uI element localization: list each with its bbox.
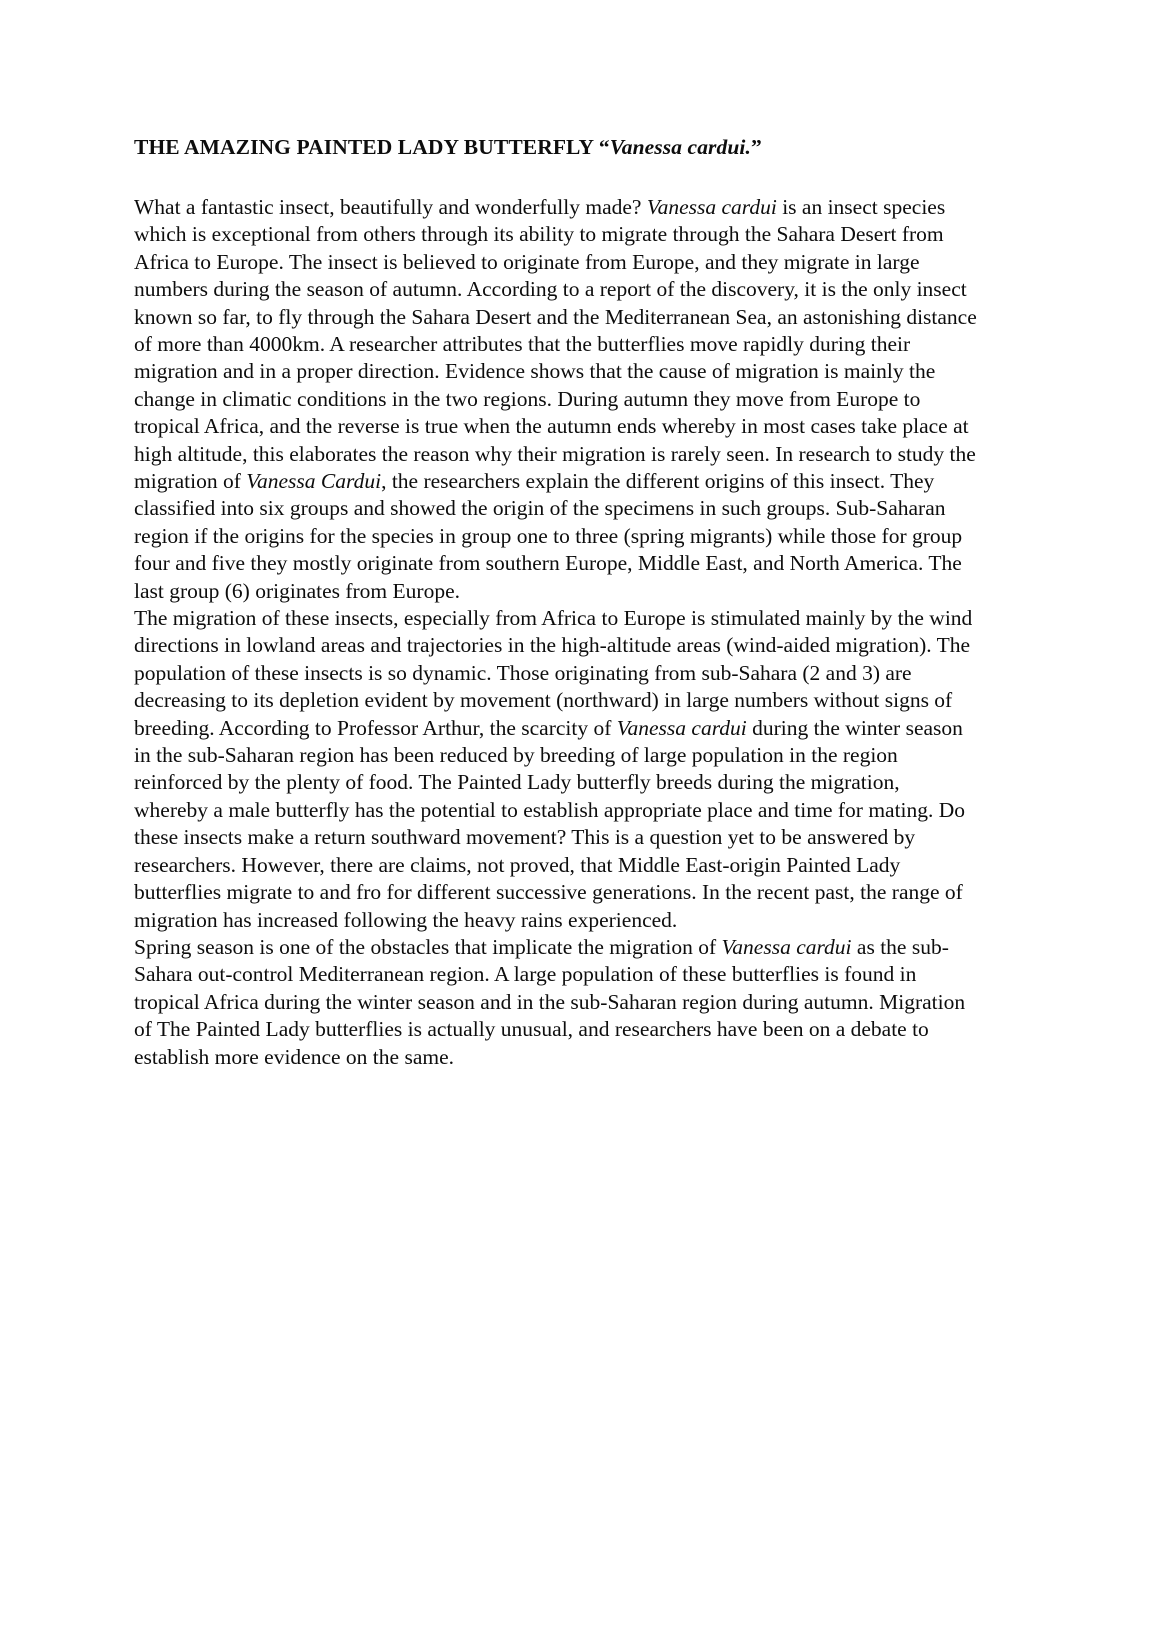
page-title-lead: THE AMAZING PAINTED LADY BUTTERFLY “ <box>134 135 610 159</box>
paragraph-1-text-2: is an insect species which is exceptional from others through its ability to migrate through the Sahara Desert from Africa to Europe. The insect is believed to originate from Europe, and they migrate in large numbers during the season of autumn. According to a report of the discovery, it is the only insect known so far, to fly through the Sahara Desert and the Mediterranean Sea, an astonishing distance of more than 4000km. A researcher attributes that the butterflies move rapidly during their migration and in a proper direction. Evidence shows that the cause of migration is mainly the change in climatic conditions in the two regions. During autumn they move from Europe to tropical Africa, and the reverse is true when the autumn ends whereby in most cases take place at high altitude, this elaborates the reason why their migration is rarely seen. In research to study the migration of <box>134 194 977 493</box>
paragraph-1 <box>134 194 979 605</box>
page-title <box>134 134 978 162</box>
paragraph-1-text-4: , the researchers explain the different origins of this insect. They classified into six groups and showed the origin of the specimens in such groups. Sub-Saharan region if the origins for the species in group one to three (spring migrants) while those for group four and five they mostly originate from southern Europe, Middle East, and North America. The last group (6) originates from Europe. <box>134 469 963 603</box>
page-title-trail: ” <box>750 135 762 159</box>
paragraph-2-species-name-1: Vanessa cardui <box>616 715 747 740</box>
paragraph-1-text-0: What a fantastic insect, beautifully and wonderfully made? <box>134 194 647 219</box>
paragraph-3-text-2: as the sub-Sahara out-control Mediterranean region. A large population of these butterflies is found in tropical Africa during the winter season and in the sub-Saharan region during autumn. Migration of The Painted Lady butterflies is actually unusual, and researchers have been on a debate to establish more evidence on the same. <box>134 934 966 1069</box>
paragraph-1-species-name-1: Vanessa cardui <box>646 194 777 219</box>
paragraph-2 <box>134 605 979 934</box>
paragraph-3-text-0: Spring season is one of the obstacles that implicate the migration of <box>134 934 722 959</box>
paragraph-2-text-2: during the winter season in the sub-Saharan region has been reduced by breeding of large population in the region reinforced by the plenty of food. The Painted Lady butterfly breeds during the migration, whereby a male butterfly has the potential to establish appropriate place and time for mating. Do these insects make a return southward movement? This is a question yet to be answered by researchers. However, there are claims, not proved, that Middle East-origin Painted Lady butterflies migrate to and fro for different successive generations. In the recent past, the range of migration has increased following the heavy rains experienced. <box>134 715 966 932</box>
paragraph-1-species-name-3: Vanessa Cardui <box>246 469 382 493</box>
paragraph-3 <box>134 934 979 1071</box>
paragraph-2-text-0: The migration of these insects, especially from Africa to Europe is stimulated mainly by the wind directions in lowland areas and trajectories in the high-altitude areas (wind-aided migration). The population of these insects is so dynamic. Those originating from sub-Sahara (2 and 3) are decreasing to its depletion evident by movement (northward) in large numbers without signs of breeding. According to Professor Arthur, the scarcity of <box>134 606 973 740</box>
paragraph-3-species-name-1: Vanessa cardui <box>721 934 852 959</box>
page-title-species-name: Vanessa cardui. <box>609 135 751 159</box>
document-body <box>134 194 979 1071</box>
